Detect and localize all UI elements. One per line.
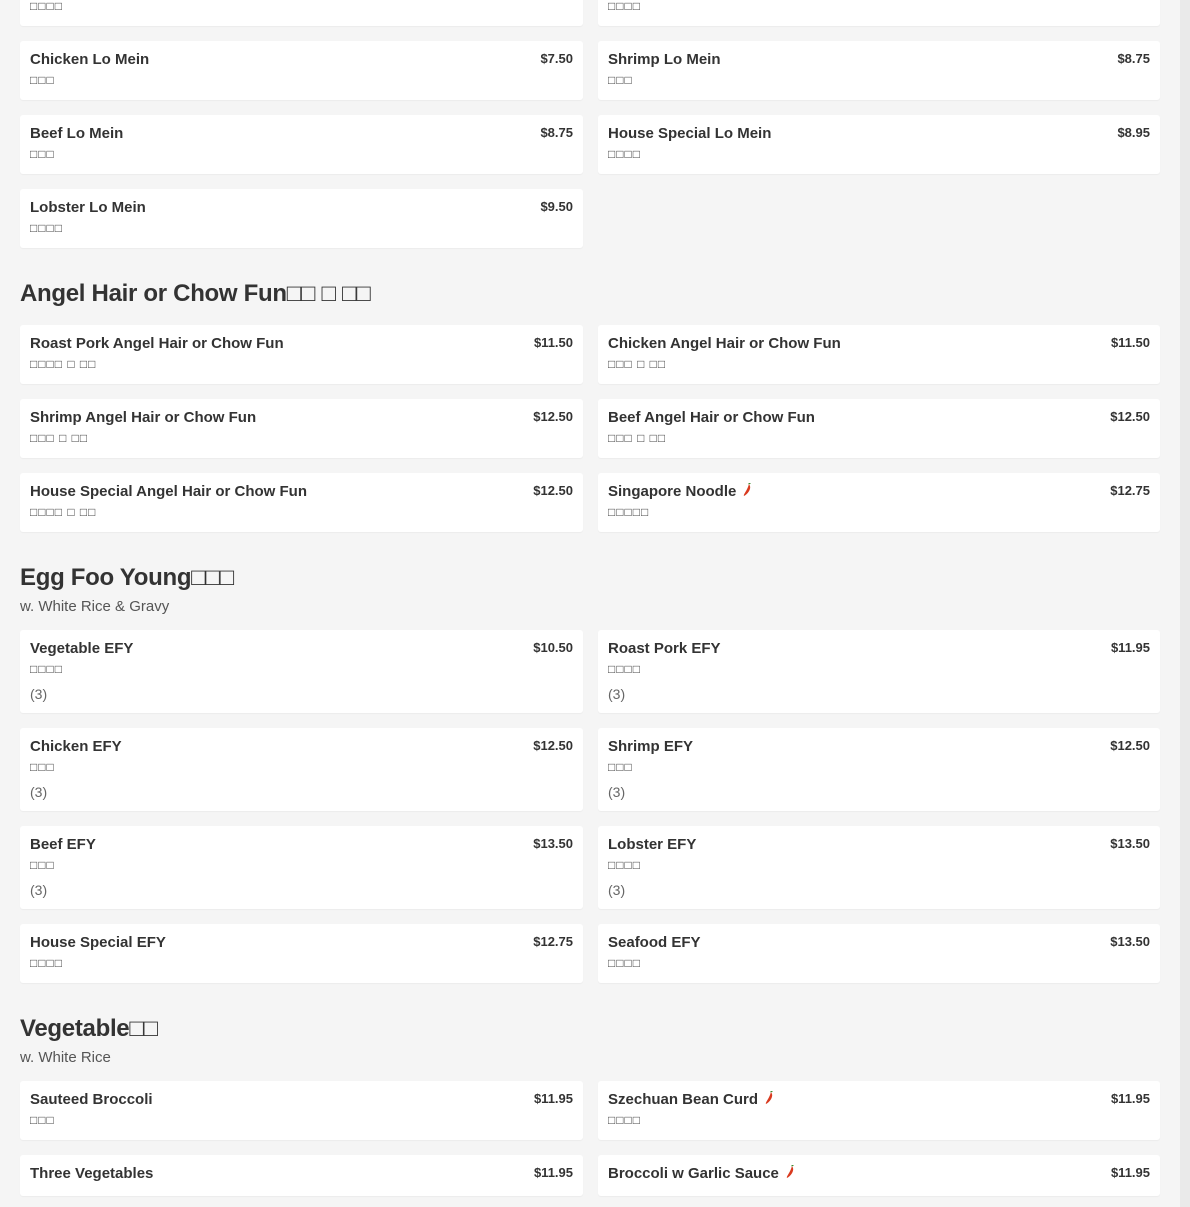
menu-items-grid (20, 41, 1160, 248)
item-name-text: Lobster EFY (608, 836, 697, 853)
menu-item-card[interactable] (598, 1081, 1160, 1140)
item-name-text: Singapore Noodle (608, 483, 737, 500)
chili-pepper-icon (742, 483, 752, 497)
item-name (608, 334, 1150, 354)
item-chinese-name: □□□ (30, 147, 55, 161)
menu-section (0, 41, 1180, 248)
item-chinese-name: □□□ (30, 760, 55, 774)
item-name (608, 835, 1150, 855)
item-note: (3) (608, 882, 626, 898)
item-chinese-name: □□□□ (30, 221, 63, 235)
item-chinese-name: □□□ (30, 858, 55, 872)
menu-item-card[interactable] (20, 115, 583, 174)
item-price: $11.95 (533, 1165, 573, 1180)
item-chinese-name: □□□ (608, 760, 633, 774)
menu-item-card[interactable] (598, 728, 1160, 811)
item-price: $11.95 (1110, 1165, 1150, 1180)
item-name-text: Shrimp EFY (608, 738, 694, 755)
menu-item-card[interactable] (20, 728, 583, 811)
item-name-text: Three Vegetables (30, 1165, 154, 1182)
item-name-text: House Special EFY (30, 934, 166, 951)
section-subtitle: w. White Rice & Gravy (20, 598, 170, 615)
item-chinese-name: □□□ □ □□ (608, 357, 667, 371)
item-chinese-name: □□□□ □ □□ (30, 505, 97, 519)
item-price: $12.50 (533, 738, 573, 753)
item-note: (3) (30, 686, 48, 702)
item-price: $9.50 (540, 199, 573, 214)
item-chinese-name: □□□□ (608, 956, 641, 970)
item-chinese-name: □□□□ (30, 0, 63, 13)
item-name-text: Chicken Angel Hair or Chow Fun (608, 335, 841, 352)
item-name-text: Beef Lo Mein (30, 125, 124, 142)
partial-top-section (0, 0, 1180, 26)
item-price: $12.50 (533, 483, 573, 498)
item-name-text: Beef EFY (30, 836, 96, 853)
item-price: $8.75 (1117, 51, 1150, 66)
menu-section (0, 248, 1180, 532)
item-chinese-name: □□□□ (608, 858, 641, 872)
item-name-text: House Special Lo Mein (608, 125, 772, 142)
menu-item-card[interactable] (20, 924, 583, 983)
menu-item-card[interactable] (598, 41, 1160, 100)
menu-item-card[interactable] (20, 399, 583, 458)
item-chinese-name: □□□ (608, 73, 633, 87)
menu-item-card[interactable] (20, 630, 583, 713)
item-name (30, 408, 573, 428)
item-name (30, 737, 573, 757)
menu-items-grid (20, 630, 1160, 983)
section-title: Vegetable□□ (20, 1015, 158, 1042)
item-name (30, 198, 573, 218)
menu-item-card-partial[interactable] (598, 0, 1160, 26)
section-title: Angel Hair or Chow Fun□□ □ □□ (20, 280, 371, 307)
menu-item-card[interactable] (598, 399, 1160, 458)
section-subtitle: w. White Rice (20, 1049, 111, 1066)
item-name-text: Lobster Lo Mein (30, 199, 146, 216)
item-name-text: Shrimp Lo Mein (608, 51, 721, 68)
item-name (30, 639, 573, 659)
item-name (30, 334, 573, 354)
item-name (30, 124, 573, 144)
item-price: $12.75 (533, 934, 573, 949)
menu-item-card[interactable] (598, 473, 1160, 532)
item-chinese-name: □□□□ (608, 1113, 641, 1127)
item-name (30, 1164, 573, 1184)
menu-item-card[interactable] (598, 924, 1160, 983)
item-chinese-name: □□□ □ □□ (30, 431, 89, 445)
item-note: (3) (30, 882, 48, 898)
item-name (608, 50, 1150, 70)
item-name-text: Shrimp Angel Hair or Chow Fun (30, 409, 257, 426)
item-chinese-name: □□□□ (608, 0, 641, 13)
menu-item-card[interactable] (20, 41, 583, 100)
chili-pepper-icon (764, 1091, 774, 1105)
item-chinese-name: □□□□ (608, 662, 641, 676)
item-price: $10.50 (533, 640, 573, 655)
section-title: Egg Foo Young□□□ (20, 564, 234, 591)
menu-item-card[interactable] (20, 826, 583, 909)
item-chinese-name: □□□ (30, 73, 55, 87)
item-price: $11.95 (1110, 640, 1150, 655)
item-name (30, 50, 573, 70)
menu-section (0, 532, 1180, 983)
item-name (608, 1090, 1150, 1110)
menu-item-card[interactable] (598, 826, 1160, 909)
menu-items-grid (20, 1081, 1160, 1196)
item-name (608, 408, 1150, 428)
scrollbar[interactable] (1180, 0, 1190, 1207)
item-name (608, 639, 1150, 659)
menu-item-card-partial[interactable] (20, 0, 583, 26)
item-name-text: Roast Pork Angel Hair or Chow Fun (30, 335, 284, 352)
menu-item-card[interactable] (20, 1081, 583, 1140)
item-name (608, 933, 1150, 953)
item-price: $12.50 (1110, 409, 1150, 424)
item-price: $8.75 (540, 125, 573, 140)
item-note: (3) (608, 686, 626, 702)
item-price: $12.50 (1110, 738, 1150, 753)
item-name (30, 933, 573, 953)
item-note: (3) (608, 784, 626, 800)
item-chinese-name: □□□□ (30, 662, 63, 676)
item-name-text: Vegetable EFY (30, 640, 134, 657)
item-name (608, 1164, 1150, 1184)
item-price: $7.50 (540, 51, 573, 66)
item-name-text: Chicken Lo Mein (30, 51, 150, 68)
menu-item-card[interactable] (20, 325, 583, 384)
item-name-text: Beef Angel Hair or Chow Fun (608, 409, 815, 426)
menu-items-grid (20, 325, 1160, 532)
item-chinese-name: □□□□ (608, 147, 641, 161)
menu-item-card[interactable] (598, 1155, 1160, 1196)
item-price: $13.50 (1110, 836, 1150, 851)
item-name (30, 1090, 573, 1110)
item-price: $12.50 (533, 409, 573, 424)
item-chinese-name: □□□ □ □□ (608, 431, 667, 445)
item-price: $12.75 (1110, 483, 1150, 498)
item-chinese-name: □□□ (30, 1113, 55, 1127)
item-name (30, 482, 573, 502)
item-name-text: Szechuan Bean Curd (608, 1091, 759, 1108)
item-chinese-name: □□□□ □ □□ (30, 357, 97, 371)
chili-pepper-icon (785, 1165, 795, 1179)
item-name (608, 124, 1150, 144)
item-price: $8.95 (1117, 125, 1150, 140)
item-price: $11.95 (1110, 1091, 1150, 1106)
item-name (608, 482, 1150, 502)
menu-item-card[interactable] (20, 1155, 583, 1196)
item-name-text: Seafood EFY (608, 934, 701, 951)
menu-item-card[interactable] (598, 325, 1160, 384)
item-price: $11.50 (1110, 335, 1150, 350)
item-note: (3) (30, 784, 48, 800)
menu-section (0, 983, 1180, 1196)
item-price: $11.50 (533, 335, 573, 350)
item-price: $13.50 (533, 836, 573, 851)
item-name-text: Chicken EFY (30, 738, 122, 755)
item-price: $11.95 (533, 1091, 573, 1106)
item-price: $13.50 (1110, 934, 1150, 949)
menu-item-card[interactable] (20, 189, 583, 248)
item-name-text: House Special Angel Hair or Chow Fun (30, 483, 307, 500)
menu-item-card[interactable] (598, 115, 1160, 174)
menu-item-card[interactable] (598, 630, 1160, 713)
menu-item-card[interactable] (20, 473, 583, 532)
item-name-text: Broccoli w Garlic Sauce (608, 1165, 779, 1182)
item-name-text: Roast Pork EFY (608, 640, 721, 657)
item-name-text: Sauteed Broccoli (30, 1091, 153, 1108)
item-chinese-name: □□□□□ (608, 505, 650, 519)
item-name (608, 737, 1150, 757)
item-name (30, 835, 573, 855)
item-chinese-name: □□□□ (30, 956, 63, 970)
